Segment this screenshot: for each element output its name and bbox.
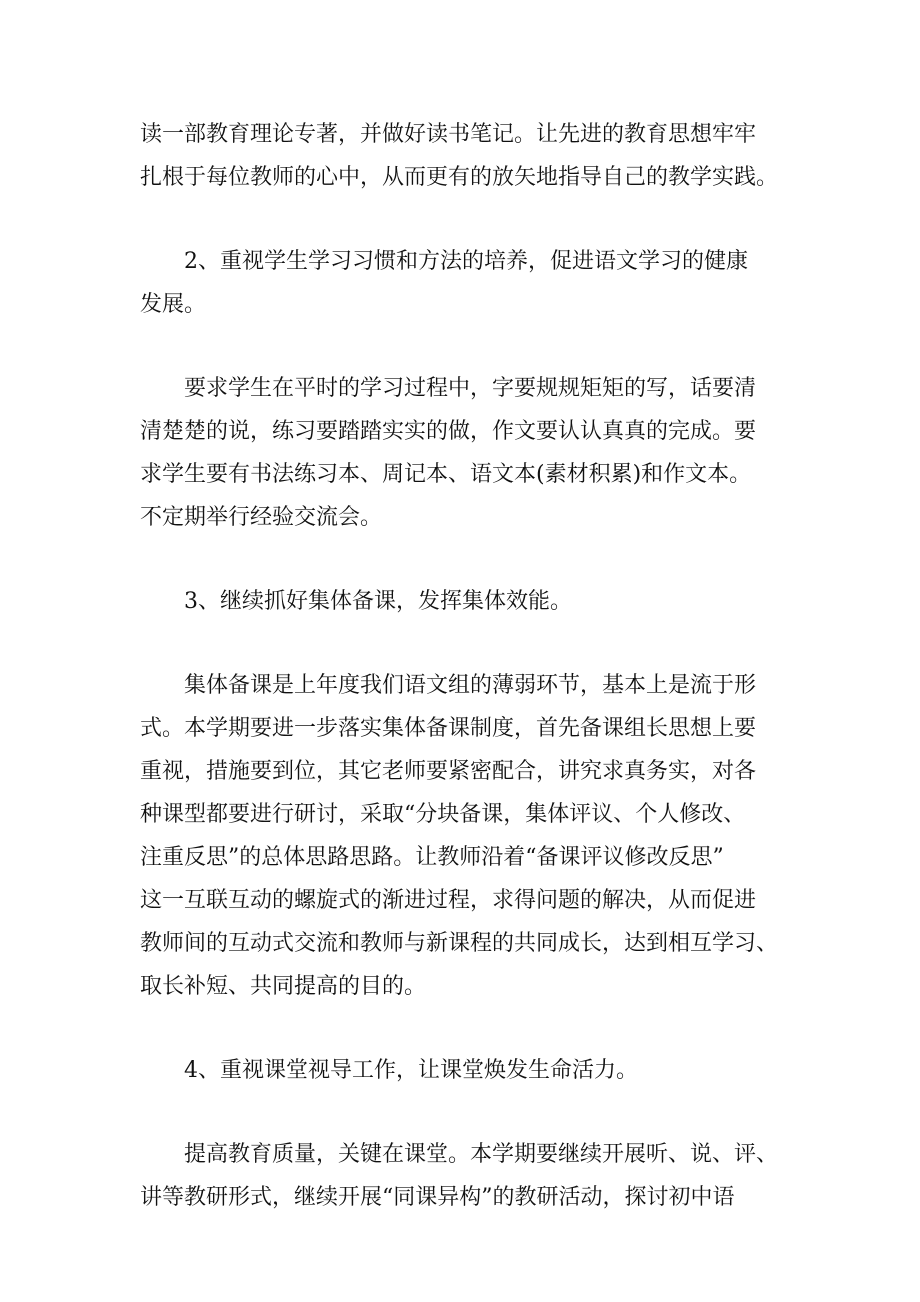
paragraph-reading-notes — [140, 113, 790, 199]
text-line: 发展。 — [140, 292, 207, 317]
paragraph-gap — [140, 1092, 790, 1133]
text-line: 取长补短、共同提高的目的。 — [140, 974, 427, 999]
text-line: 提高教育质量，关键在课堂。本学期要继续开展听、说、评、 — [184, 1142, 779, 1167]
text-line: 教师间的互动式交流和教师与新课程的共同成长，达到相互学习、 — [140, 931, 779, 956]
text-line: 式。本学期要进一步落实集体备课制度，首先备课组长思想上要 — [140, 716, 757, 741]
text-line: 求学生要有书法练习本、周记本、语文本(素材积累)和作文本。 — [140, 462, 752, 487]
paragraph-gap — [140, 199, 790, 240]
text-line: 这一互联互动的螺旋式的渐进过程，求得问题的解决，从而促进 — [140, 888, 757, 913]
text-line: 讲等教研形式，继续开展“同课异构”的教研活动，探讨初中语 — [140, 1185, 735, 1210]
paragraph-gap — [140, 326, 790, 367]
paragraph-student-habits — [140, 367, 790, 539]
paragraph-heading-3 — [140, 580, 790, 623]
text-line: 2、重视学生学习习惯和方法的培养，促进语文学习的健康 — [184, 249, 748, 274]
text-line: 要求学生在平时的学习过程中，字要规规矩矩的写，话要清 — [184, 376, 757, 401]
text-line: 注重反思”的总体思路思路。让教师沿着“备课评议修改反思” — [140, 845, 724, 870]
text-line: 集体备课是上年度我们语文组的薄弱环节，基本上是流于形 — [184, 673, 757, 698]
paragraph-gap — [140, 623, 790, 664]
paragraph-gap — [140, 1008, 790, 1049]
text-line: 扎根于每位教师的心中，从而更有的放矢地指导自己的教学实践。 — [140, 165, 779, 190]
text-line: 重视，措施要到位，其它老师要紧密配合，讲究求真务实，对各 — [140, 759, 757, 784]
document-body — [140, 113, 790, 1219]
text-line: 清楚楚的说，练习要踏踏实实的做，作文要认认真真的完成。要 — [140, 419, 757, 444]
text-line: 种课型都要进行研讨，采取“分块备课，集体评议、个人修改、 — [140, 802, 746, 827]
paragraph-gap — [140, 539, 790, 580]
paragraph-classroom-quality — [140, 1133, 790, 1219]
text-line: 4、重视课堂视导工作，让课堂焕发生命活力。 — [184, 1058, 638, 1083]
text-line: 不定期举行经验交流会。 — [140, 505, 383, 530]
text-line: 3、继续抓好集体备课，发挥集体效能。 — [184, 589, 572, 614]
paragraph-heading-2 — [140, 240, 790, 326]
text-line: 读一部教育理论专著，并做好读书笔记。让先进的教育思想牢牢 — [140, 122, 757, 147]
paragraph-heading-4 — [140, 1049, 790, 1092]
paragraph-collective-lesson-prep — [140, 664, 790, 1008]
